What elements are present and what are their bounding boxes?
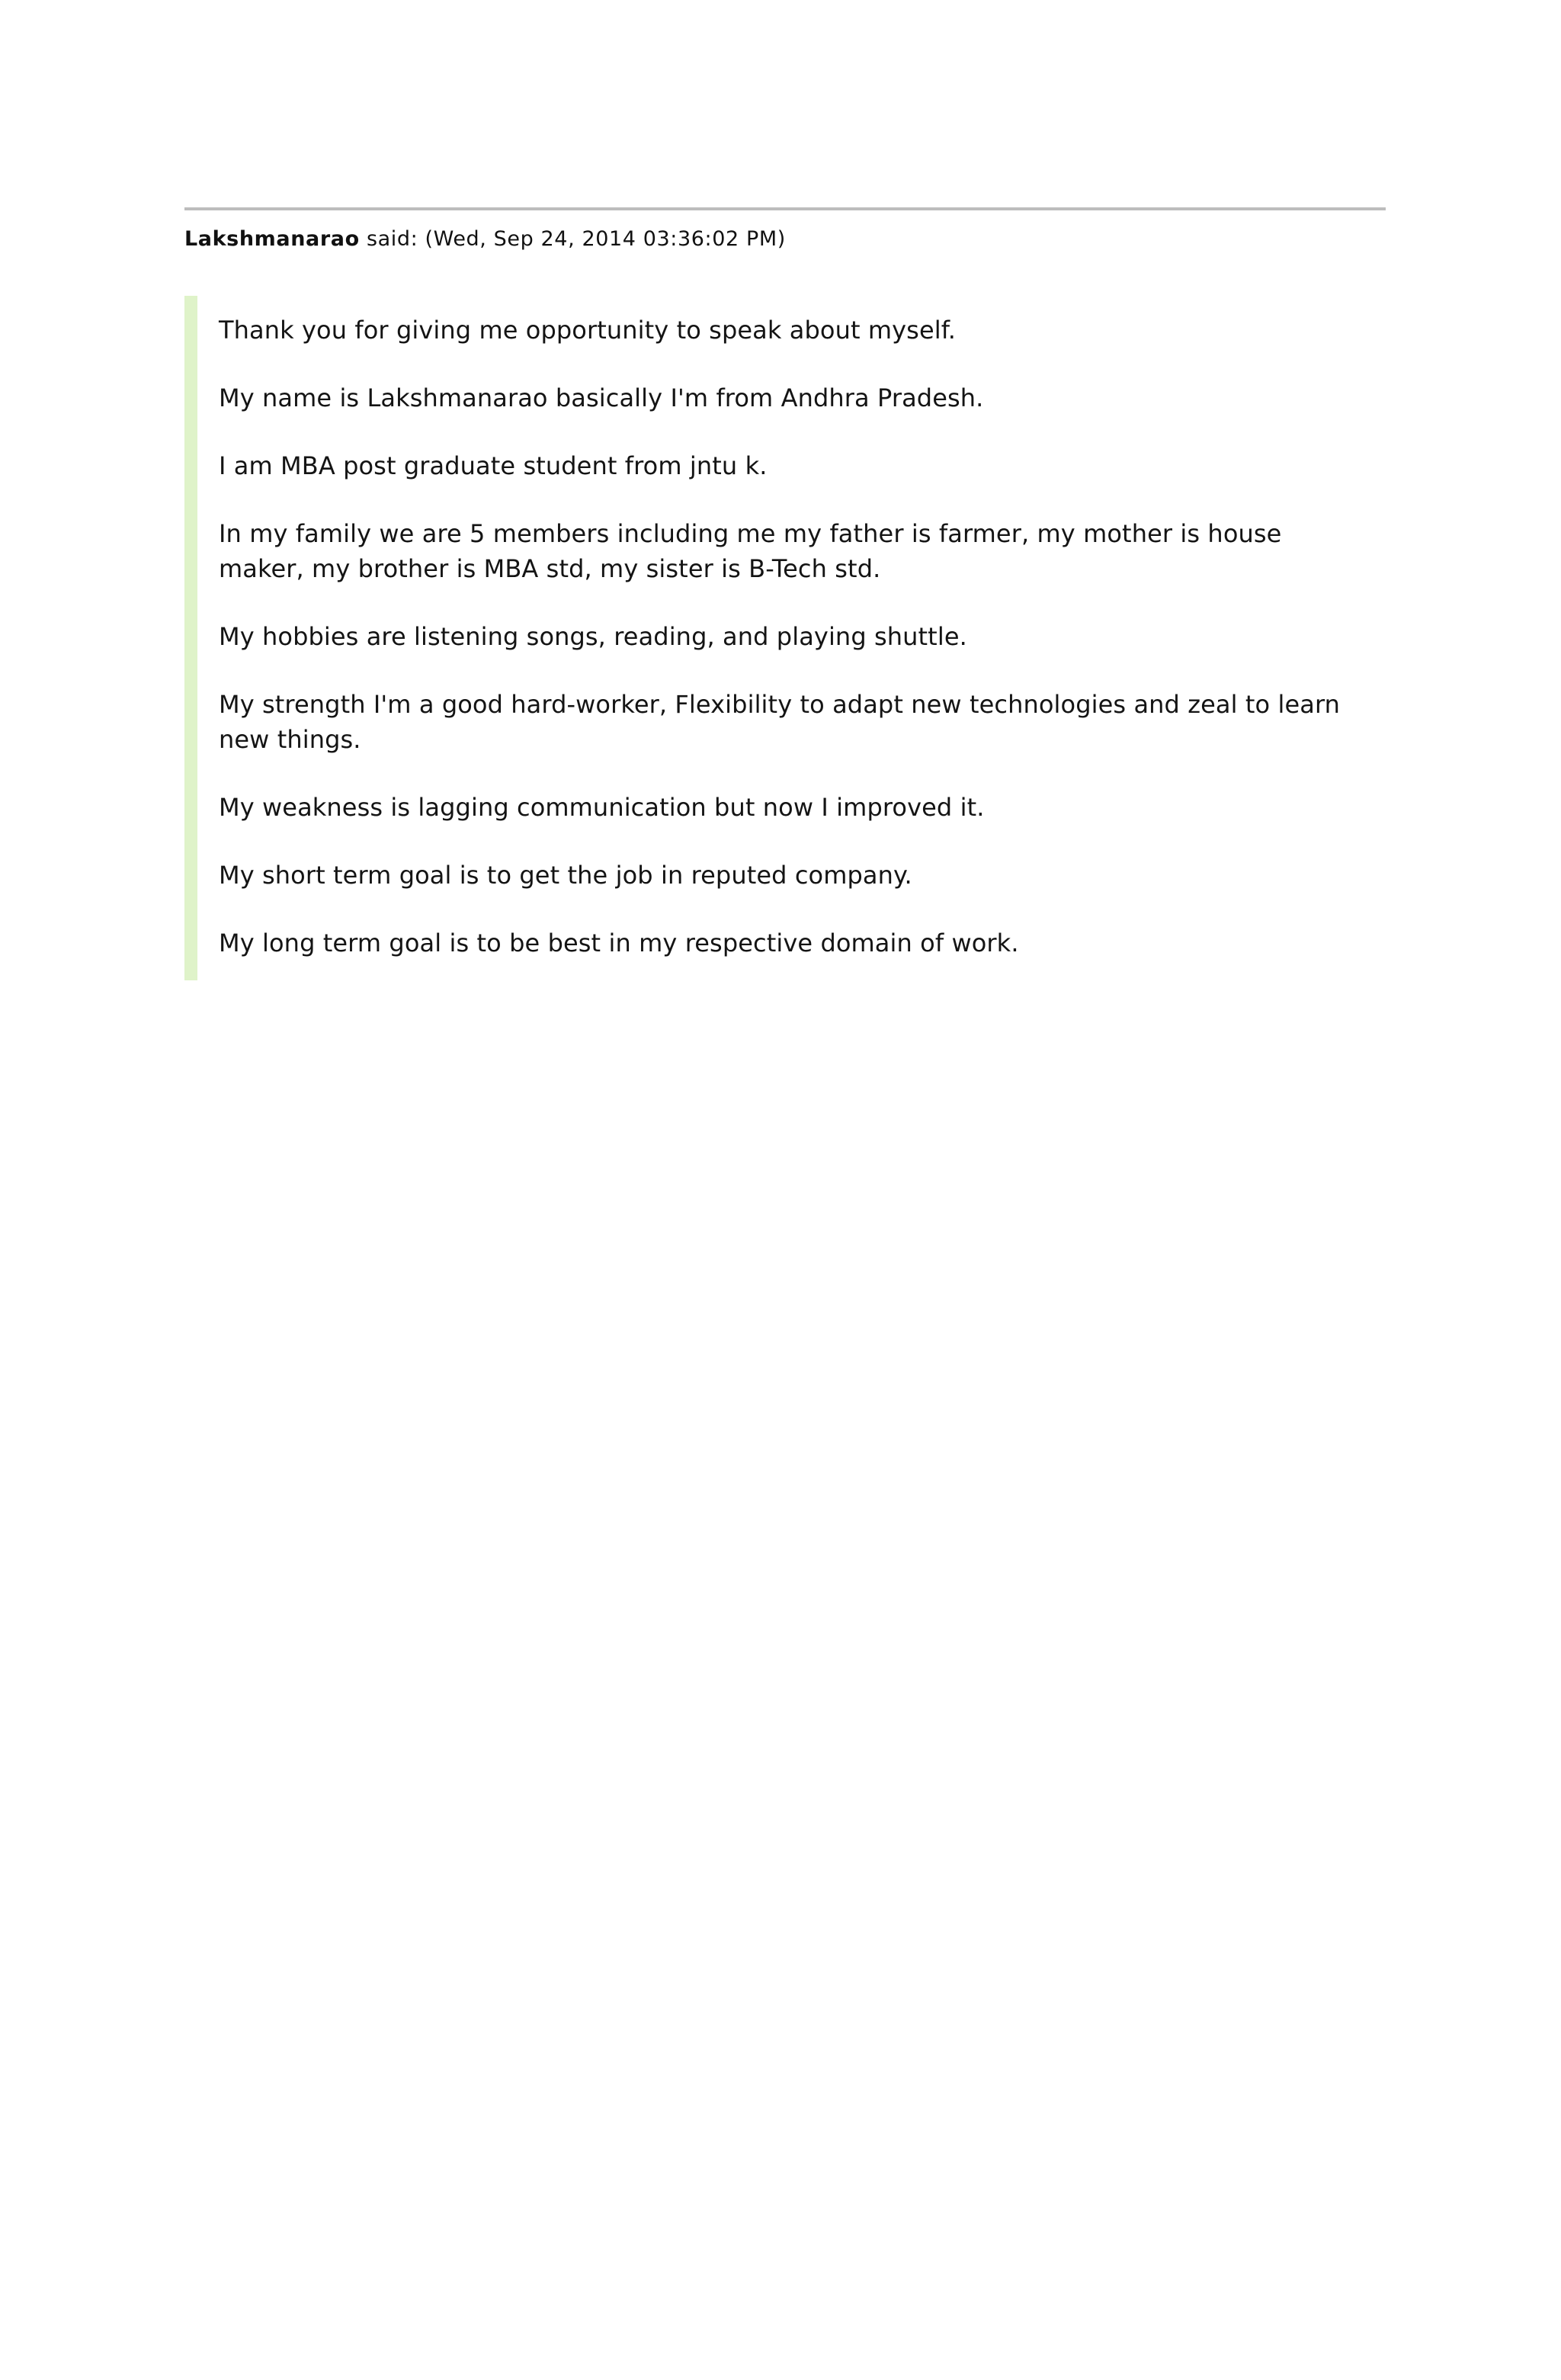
said-label: said:: [359, 227, 425, 251]
comment-paragraph: In my family we are 5 members including me my father is farmer, my mother is house maker, my brother is MBA std, my sister is B-Tech std.: [219, 519, 1282, 583]
comment-paragraph: My short term goal is to get the job in reputed company.: [219, 861, 912, 890]
comment-paragraph: Thank you for giving me opportunity to speak about myself.: [219, 316, 957, 345]
comment-paragraph: I am MBA post graduate student from jntu k.: [219, 451, 768, 480]
comment-author: Lakshmanarao: [184, 227, 360, 251]
comment-quote-block: [184, 296, 1386, 980]
comment-header: [184, 226, 786, 253]
comment-paragraph: My strength I'm a good hard-worker, Flexibility to adapt new technologies and zeal to learn new things.: [219, 690, 1341, 754]
comment-paragraph: My hobbies are listening songs, reading, and playing shuttle.: [219, 622, 967, 651]
comment-paragraph: My name is Lakshmanarao basically I'm from Andhra Pradesh.: [219, 383, 984, 412]
comment-paragraph: My weakness is lagging communication but now I improved it.: [219, 793, 985, 822]
comment-timestamp: (Wed, Sep 24, 2014 03:36:02 PM): [425, 227, 786, 251]
header-divider: [184, 207, 1386, 210]
comment-paragraph: My long term goal is to be best in my respective domain of work.: [219, 929, 1019, 957]
